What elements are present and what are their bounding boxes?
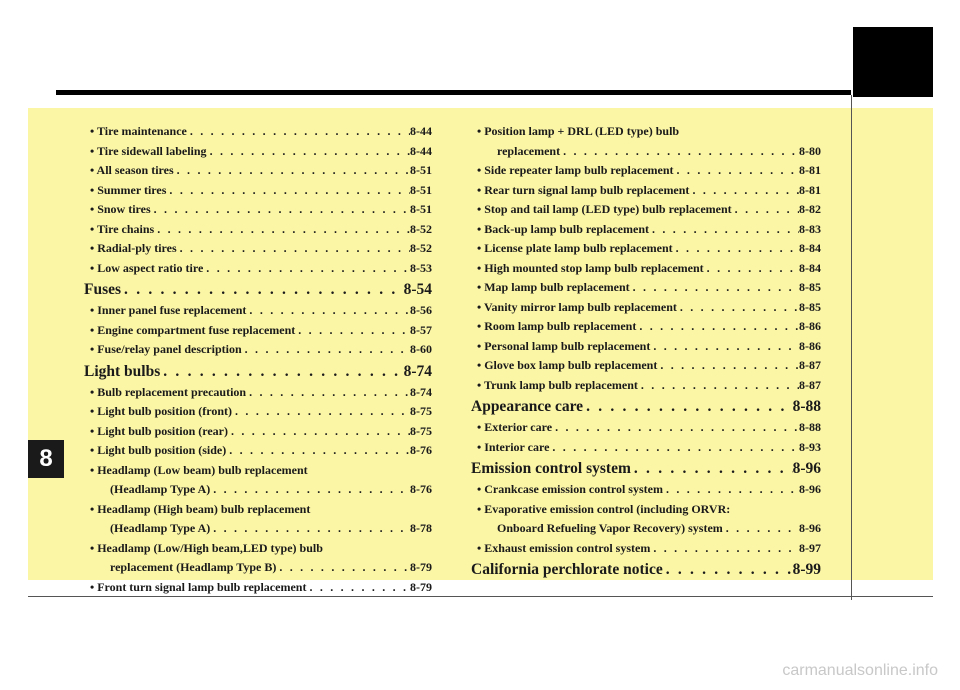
- toc-entry-title: • Evaporative emission control (including ORVR:: [477, 501, 731, 516]
- toc-entry[interactable]: [84, 461, 432, 481]
- dot-leader: [246, 383, 410, 403]
- toc-entry[interactable]: [471, 298, 821, 318]
- dot-leader: [552, 418, 799, 438]
- toc-section-heading[interactable]: [84, 360, 432, 383]
- dot-leader: [242, 340, 410, 360]
- dot-leader: [657, 356, 799, 376]
- toc-entry-title: • Front turn signal lamp bulb replacement: [90, 579, 307, 594]
- toc-entry-title: • Low aspect ratio tire: [90, 260, 204, 275]
- toc-entry-page: 8-87: [799, 358, 821, 372]
- toc-entry-page: 8-60: [410, 342, 432, 356]
- toc-entry[interactable]: [471, 239, 821, 259]
- toc-entry-page: 8-51: [410, 202, 432, 216]
- toc-entry-title: Appearance care: [471, 398, 584, 415]
- dot-leader: [631, 458, 793, 480]
- dot-leader: [630, 278, 799, 298]
- toc-left-column: [84, 122, 432, 597]
- toc-entry[interactable]: [471, 181, 821, 201]
- toc-entry[interactable]: [84, 519, 432, 539]
- toc-entry-title: Light bulbs: [84, 362, 161, 380]
- toc-entry-title: • Glove box lamp bulb replacement: [477, 358, 658, 372]
- toc-entry-page: 8-83: [799, 221, 821, 236]
- toc-entry-page: 8-54: [403, 281, 432, 298]
- dot-leader: [306, 578, 410, 598]
- toc-entry-title: • Room lamp bulb replacement: [477, 319, 637, 333]
- toc-entry-title: (Headlamp Type A): [110, 521, 211, 535]
- toc-entry-title: • Rear turn signal lamp bulb replacement: [477, 182, 690, 197]
- toc-entry[interactable]: [84, 181, 432, 201]
- toc-section-heading[interactable]: [471, 395, 821, 418]
- toc-entry-title: • Summer tires: [90, 182, 167, 197]
- toc-entry-title: California perchlorate notice: [471, 561, 663, 578]
- top-rule: [56, 90, 851, 95]
- toc-entry-title: • Back-up lamp bulb replacement: [477, 221, 649, 236]
- toc-entry[interactable]: [84, 321, 432, 341]
- dot-leader: [636, 317, 799, 337]
- toc-entry-title: • Personal lamp bulb replacement: [477, 338, 651, 353]
- toc-entry-page: 8-96: [799, 482, 821, 496]
- toc-entry-page: 8-76: [410, 482, 432, 496]
- toc-entry[interactable]: [84, 340, 432, 360]
- dot-leader: [203, 259, 410, 279]
- toc-section-heading[interactable]: [84, 278, 432, 301]
- toc-entry-page: 8-97: [799, 540, 821, 555]
- dot-leader: [151, 200, 410, 220]
- toc-entry[interactable]: [84, 578, 432, 598]
- toc-entry-page: 8-99: [792, 561, 821, 578]
- toc-entry-title: • Crankcase emission control system: [477, 482, 663, 496]
- dot-leader: [232, 402, 410, 422]
- toc-entry[interactable]: [471, 500, 821, 520]
- dot-leader: [663, 480, 799, 500]
- dot-leader: [677, 298, 799, 318]
- dot-leader: [154, 220, 410, 240]
- dot-leader: [663, 559, 793, 581]
- dot-leader: [638, 376, 799, 396]
- toc-entry-title: • Interior care: [477, 439, 550, 454]
- toc-entry-title: • High mounted stop lamp bulb replacement: [477, 260, 704, 275]
- toc-entry-page: 8-44: [410, 143, 432, 158]
- toc-entry[interactable]: [471, 278, 821, 298]
- toc-entry-page: 8-76: [410, 443, 432, 457]
- toc-entry[interactable]: [84, 161, 432, 181]
- toc-entry[interactable]: [471, 200, 821, 220]
- dot-leader: [723, 519, 799, 539]
- dot-leader: [210, 519, 410, 539]
- toc-entry[interactable]: [471, 356, 821, 376]
- toc-entry-page: 8-75: [410, 404, 432, 418]
- toc-entry-title: • Light bulb position (front): [90, 404, 233, 418]
- toc-entry[interactable]: [84, 500, 432, 520]
- dot-leader: [295, 321, 410, 341]
- toc-entry[interactable]: [84, 402, 432, 422]
- toc-entry-page: 8-79: [410, 560, 432, 574]
- toc-entry-page: 8-57: [410, 322, 432, 337]
- toc-entry[interactable]: [471, 337, 821, 357]
- margin-divider: [851, 95, 852, 600]
- toc-entry-page: 8-86: [799, 338, 821, 353]
- toc-entry[interactable]: [471, 220, 821, 240]
- toc-entry-page: 8-80: [799, 143, 821, 158]
- toc-entry-page: 8-74: [403, 362, 432, 380]
- toc-entry[interactable]: [84, 200, 432, 220]
- chapter-number-badge: 8: [28, 440, 64, 478]
- toc-entry[interactable]: [84, 422, 432, 442]
- dot-leader: [226, 441, 410, 461]
- toc-entry-title: • Headlamp (Low/High beam,LED type) bulb: [90, 540, 323, 555]
- toc-entry-page: 8-74: [410, 384, 432, 399]
- toc-entry-page: 8-81: [799, 182, 821, 197]
- toc-entry[interactable]: [84, 383, 432, 403]
- toc-entry-title: • Inner panel fuse replacement: [90, 303, 247, 317]
- toc-entry[interactable]: [471, 122, 821, 142]
- toc-entry-page: 8-78: [410, 521, 432, 535]
- toc-entry-page: 8-79: [410, 579, 432, 594]
- toc-entry-title: (Headlamp Type A): [110, 482, 211, 496]
- dot-leader: [674, 161, 799, 181]
- toc-entry-page: 8-96: [792, 460, 821, 477]
- toc-entry-title: • Side repeater lamp bulb replacement: [477, 163, 674, 177]
- dot-leader: [187, 122, 410, 142]
- toc-entry-page: 8-82: [799, 202, 821, 216]
- toc-entry-title: • Tire sidewall labeling: [90, 143, 207, 158]
- toc-entry-title: replacement: [497, 143, 561, 158]
- toc-right-column: [471, 122, 821, 581]
- dot-leader: [160, 361, 403, 383]
- toc-entry[interactable]: [471, 480, 821, 500]
- toc-entry-title: Emission control system: [471, 460, 631, 477]
- toc-entry-page: 8-44: [410, 124, 432, 138]
- dot-leader: [560, 142, 799, 162]
- toc-entry-page: 8-52: [410, 241, 432, 255]
- toc-entry-title: • Stop and tail lamp (LED type) bulb replacement: [477, 202, 732, 216]
- dot-leader: [121, 279, 404, 301]
- toc-entry-title: • Light bulb position (side): [90, 443, 227, 457]
- toc-entry-page: 8-56: [410, 303, 432, 317]
- toc-section-heading[interactable]: [471, 457, 821, 480]
- toc-entry-title: • Vanity mirror lamp bulb replacement: [477, 299, 677, 314]
- watermark: carmanualsonline.info: [782, 662, 938, 679]
- toc-entry[interactable]: [84, 441, 432, 461]
- dot-leader: [704, 259, 799, 279]
- toc-entry[interactable]: [471, 161, 821, 181]
- toc-entry-title: • Position lamp + DRL (LED type) bulb: [477, 124, 680, 138]
- toc-entry-title: • Snow tires: [90, 202, 151, 216]
- toc-entry-page: 8-81: [799, 163, 821, 177]
- dot-leader: [689, 181, 799, 201]
- toc-entry-title: • All season tires: [90, 163, 174, 177]
- toc-entry[interactable]: [84, 259, 432, 279]
- toc-entry-title: • Trunk lamp bulb replacement: [477, 377, 638, 392]
- dot-leader: [246, 301, 410, 321]
- toc-entry-page: 8-52: [410, 221, 432, 236]
- toc-entry[interactable]: [84, 220, 432, 240]
- toc-entry-title: • Engine compartment fuse replacement: [90, 322, 296, 337]
- toc-entry-title: • Light bulb position (rear): [90, 423, 228, 438]
- chapter-tab-block: [853, 27, 933, 97]
- toc-entry[interactable]: [84, 558, 432, 578]
- dot-leader: [166, 181, 410, 201]
- dot-leader: [549, 438, 799, 458]
- dot-leader: [673, 239, 799, 259]
- dot-leader: [650, 337, 799, 357]
- toc-entry-title: • License plate lamp bulb replacement: [477, 241, 673, 255]
- toc-entry-title: • Headlamp (High beam) bulb replacement: [90, 501, 311, 516]
- toc-entry-page: 8-88: [799, 420, 821, 434]
- toc-entry-title: replacement (Headlamp Type B): [110, 560, 277, 574]
- toc-entry[interactable]: [471, 438, 821, 458]
- toc-entry[interactable]: [471, 418, 821, 438]
- toc-entry-title: • Tire maintenance: [90, 124, 187, 138]
- toc-entry-title: Fuses: [84, 281, 122, 298]
- toc-entry-page: 8-88: [792, 398, 821, 415]
- toc-entry[interactable]: [471, 519, 821, 539]
- toc-entry[interactable]: [84, 301, 432, 321]
- toc-entry-title: • Tire chains: [90, 221, 155, 236]
- dot-leader: [207, 142, 410, 162]
- dot-leader: [177, 239, 410, 259]
- toc-entry-title: • Headlamp (Low beam) bulb replacement: [90, 462, 308, 477]
- dot-leader: [276, 558, 410, 578]
- toc-entry[interactable]: [84, 480, 432, 500]
- toc-entry-title: • Exterior care: [477, 420, 553, 434]
- toc-entry[interactable]: [84, 239, 432, 259]
- toc-entry-title: • Bulb replacement precaution: [90, 384, 247, 399]
- toc-entry[interactable]: [84, 142, 432, 162]
- toc-entry[interactable]: [471, 376, 821, 396]
- dot-leader: [732, 200, 799, 220]
- dot-leader: [228, 422, 410, 442]
- toc-entry[interactable]: [84, 539, 432, 559]
- toc-entry-title: • Radial-ply tires: [90, 241, 177, 255]
- dot-leader: [583, 396, 793, 418]
- toc-entry-page: 8-51: [410, 182, 432, 197]
- toc-entry-page: 8-75: [410, 423, 432, 438]
- toc-entry[interactable]: [471, 539, 821, 559]
- toc-entry-title: • Exhaust emission control system: [477, 540, 651, 555]
- toc-entry-page: 8-96: [799, 521, 821, 535]
- toc-entry-page: 8-53: [410, 260, 432, 275]
- dot-leader: [210, 480, 410, 500]
- toc-entry[interactable]: [84, 122, 432, 142]
- dot-leader: [174, 161, 410, 181]
- toc-entry-page: 8-85: [799, 280, 821, 294]
- toc-entry-page: 8-51: [410, 163, 432, 177]
- toc-entry[interactable]: [471, 317, 821, 337]
- toc-entry-page: 8-86: [799, 319, 821, 333]
- toc-entry-title: Onboard Refueling Vapor Recovery) system: [497, 521, 723, 535]
- dot-leader: [650, 539, 799, 559]
- dot-leader: [649, 220, 799, 240]
- toc-entry-page: 8-93: [799, 439, 821, 454]
- toc-entry-page: 8-87: [799, 377, 821, 392]
- toc-entry[interactable]: [471, 259, 821, 279]
- toc-entry-page: 8-84: [799, 241, 821, 255]
- toc-entry[interactable]: [471, 142, 821, 162]
- toc-entry-page: 8-85: [799, 299, 821, 314]
- toc-entry-page: 8-84: [799, 260, 821, 275]
- toc-entry-title: • Map lamp bulb replacement: [477, 280, 630, 294]
- toc-entry-title: • Fuse/relay panel description: [90, 342, 242, 356]
- toc-section-heading[interactable]: [471, 558, 821, 581]
